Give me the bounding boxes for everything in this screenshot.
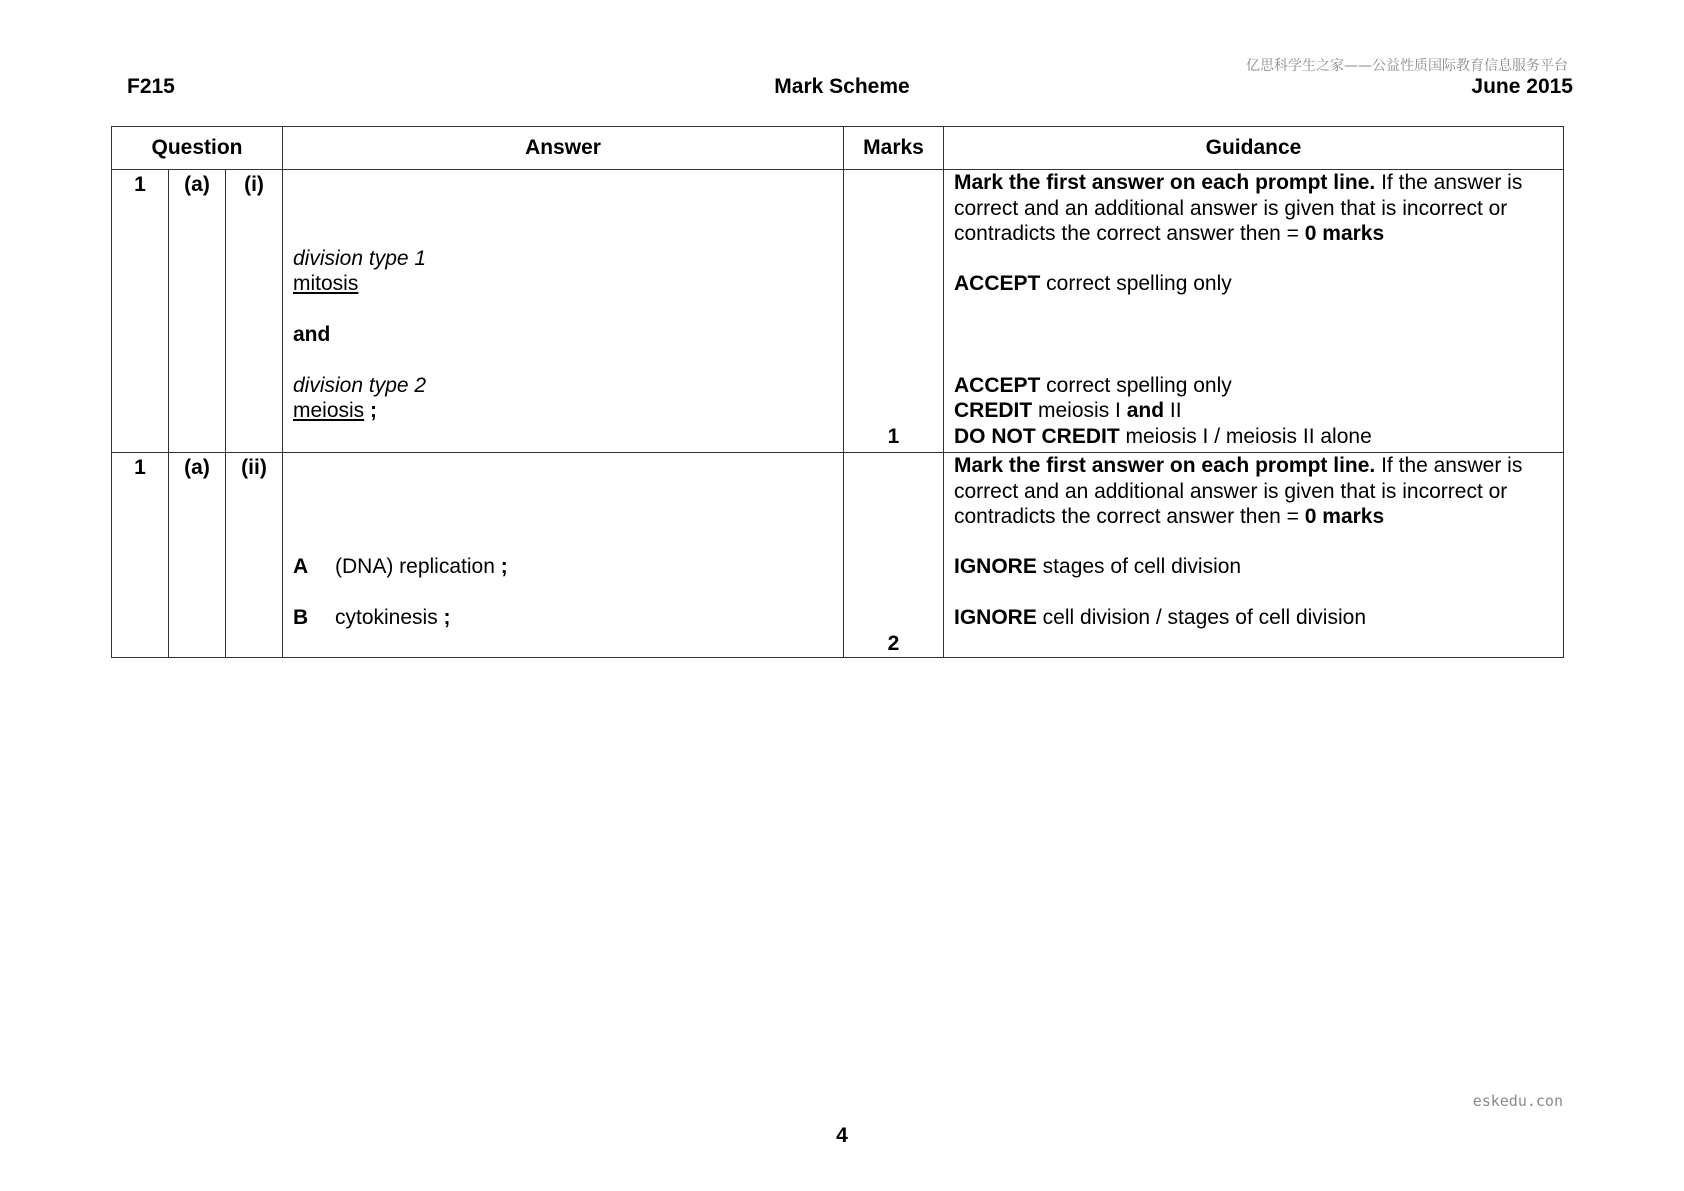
watermark-top: 亿思科学生之家——公益性质国际教育信息服务平台 (1246, 58, 1568, 74)
guidance-prompt-rule: Mark the first answer on each prompt line. If the answer is correct and an additional answer is given that is incorrect or contradicts the correct answer then = 0 marks (954, 454, 1523, 528)
marks-value: 1 (887, 425, 900, 448)
guidance-cell (944, 170, 1564, 453)
page-number: 4 (836, 1124, 848, 1147)
marks-cell (844, 453, 944, 658)
guidance-prompt-rule: Mark the first answer on each prompt line. If the answer is correct and an additional answer is given that is incorrect or contradicts the correct answer then = 0 marks (954, 171, 1523, 245)
question-number: 1 (112, 170, 169, 453)
answer-option-a: A (DNA) replication ; (293, 555, 508, 578)
answer-option-b: B cytokinesis ; (293, 606, 451, 629)
guidance-credit: CREDIT meiosis I and II (954, 399, 1182, 422)
paper-code: F215 (127, 75, 175, 98)
answer-label-1: division type 1 (293, 247, 427, 270)
header-answer: Answer (283, 127, 844, 170)
question-part: (a) (169, 170, 226, 453)
guidance-accept-1: ACCEPT correct spelling only (954, 272, 1232, 295)
answer-cell (283, 453, 844, 658)
header-marks: Marks (844, 127, 944, 170)
marks-cell (844, 170, 944, 453)
mark-scheme-table (111, 126, 1564, 658)
question-number: 1 (112, 453, 169, 658)
question-part: (a) (169, 453, 226, 658)
guidance-ignore-2: IGNORE cell division / stages of cell division (954, 606, 1366, 629)
exam-date: June 2015 (1471, 75, 1573, 98)
table-row (112, 453, 1564, 658)
marks-value: 2 (887, 632, 900, 655)
question-subpart: (i) (226, 170, 283, 453)
answer-and: and (293, 323, 331, 346)
guidance-do-not-credit: DO NOT CREDIT meiosis I / meiosis II alone (954, 425, 1372, 448)
guidance-ignore-1: IGNORE stages of cell division (954, 555, 1242, 578)
answer-value-1: mitosis (293, 272, 359, 295)
guidance-cell (944, 453, 1564, 658)
answer-label-2: division type 2 (293, 374, 427, 397)
answer-cell (283, 170, 844, 453)
header-question: Question (112, 127, 283, 170)
header-guidance: Guidance (944, 127, 1564, 170)
guidance-accept-2: ACCEPT correct spelling only (954, 374, 1232, 397)
table-row (112, 170, 1564, 453)
page-title: Mark Scheme (774, 75, 910, 98)
watermark-bottom: eskedu.con (1472, 1092, 1563, 1110)
question-subpart: (ii) (226, 453, 283, 658)
answer-value-2: meiosis ; (293, 399, 378, 422)
table-header-row (112, 127, 1564, 170)
